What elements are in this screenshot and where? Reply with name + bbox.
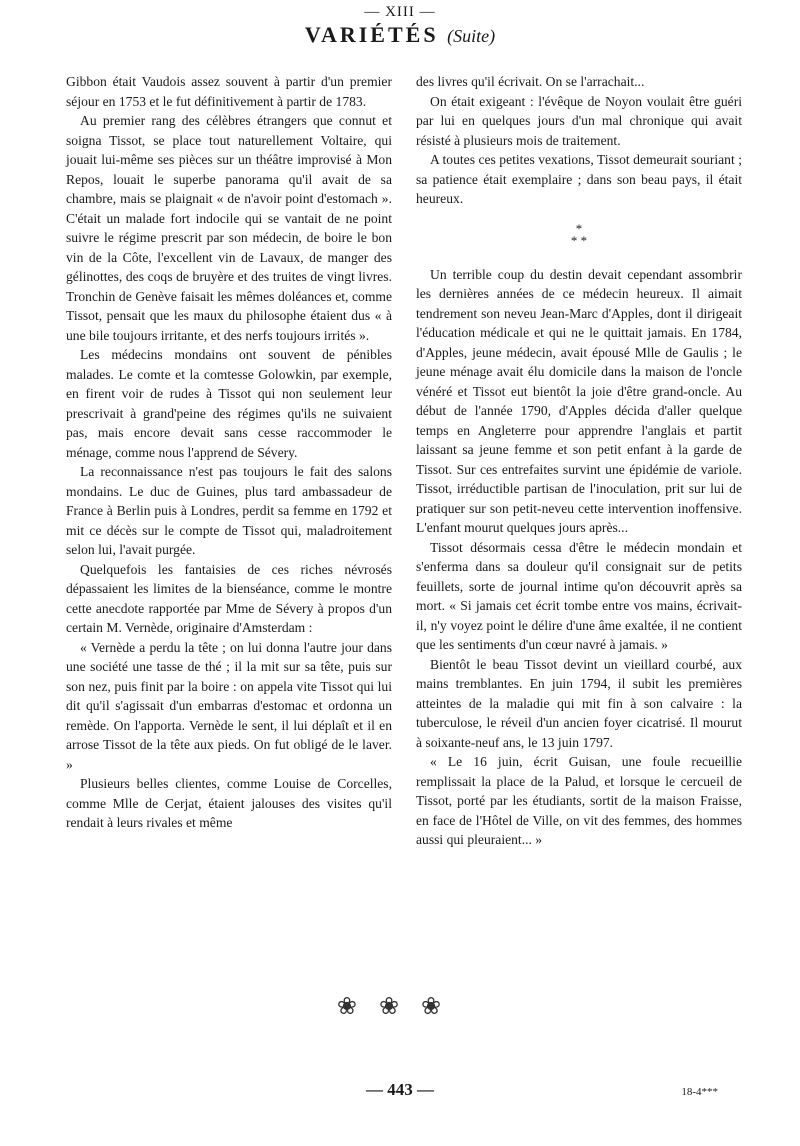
asterism-top: * — [575, 220, 583, 236]
paragraph: La reconnaissance n'est pas toujours le fait des salons mondains. Le duc de Guines, plus tard ambassadeur de France à Berlin puis à Londres, perdit sa femme en 1792 et mit ce décès sur le compte de Tissot qui, maladroitement selon lui, l'avait purgée. — [66, 464, 392, 557]
printer-signature: 18-4*** — [681, 1086, 718, 1098]
asterism-bottom: * * — [570, 232, 588, 248]
paragraph: Les médecins mondains ont souvent de pénibles malades. Le comte et la comtesse Golowkin, par exemple, en firent voir de rudes à Tissot qui non seulement leur prescrivait à grand'peine des régimes qu'ils ne suivaient pas, mais encore devait sans cesse raccommoder le ménage, comme nous l'apprend de Sévery. — [66, 347, 392, 460]
paragraph: Un terrible coup du destin devait cependant assombrir les dernières années de ce médecin heureux. Il aimait tendrement son neveu Jean-Marc d'Apples, dont il dirigeait l'éducation médicale et qui ne le quittait jamais. En 1784, d'Apples, jeune médecin, avait épousé Mlle de Gaulis ; le jeune ménage avait élu domicile dans la maison de l'oncle vénéré et Tissot eut bientôt la joie d'être grand-oncle. Au début de l'année 1790, d'Apples décida d'aller quelque temps en Angleterre pour apprendre l'anglais et partit laissant sa jeune femme et son petit enfant à la garde de Tissot. Sur ces entrefaites survint une épidémie de variole. Tissot, irréductible partisan de l'inoculation, prit sur lui de pratiquer sur son petit-neveu cette intervention inoffensive. L'enfant mourut quelques jours après... — [416, 266, 742, 535]
right-column — [416, 72, 742, 850]
running-page-number: — XIII — — [364, 4, 436, 20]
left-column — [66, 72, 392, 833]
paragraph: Plusieurs belles clientes, comme Louise de Corcelles, comme Mlle de Cerjat, étaient jalouses des visites qu'il rendait à leurs rivales et même — [66, 776, 392, 830]
quotation: « Vernède a perdu la tête ; on lui donna l'autre jour dans une société une tasse de thé ; il la mit sur sa tête, puis sur son nez, puis finit par la boire : on appela vite Tissot qui lui dit qu'il s'agissait d'un embarras d'estomac et ordonna un remède. On l'apporta. Vernède le sent, il lui déplaît et il en arrose Tissot de la tête aux pieds. On fut obligé de le laver. » — [66, 639, 392, 772]
section-title-suffix: (Suite) — [447, 26, 496, 46]
page-folio: — 443 — — [366, 1080, 434, 1099]
paragraph: Tissot désormais cessa d'être le médecin mondain et s'enferma dans sa douleur qu'il consignait sur de petits feuillets, sorte de journal intime qu'on découvrit après sa mort. « Si jamais cet écrit tombe entre vos mains, écrivait-il, n'y voyez point le délire d'une âme exaltée, il ne contient que les sentiments d'un cœur navré à jamais. » — [416, 539, 742, 652]
paragraph: Bientôt le beau Tissot devint un vieillard courbé, aux mains tremblantes. En juin 1794, il subit les premières atteintes de la maladie qui mit fin à son calvaire : la tuberculose, le réveil d'un ancien foyer cicatrisé. Il mourut à soixante-neuf ans, le 13 juin 1797. — [416, 656, 742, 750]
paragraph: Gibbon était Vaudois assez souvent à partir d'un premier séjour en 1753 et le fut définitivement à partir de 1783. — [66, 74, 392, 109]
paragraph: A toutes ces petites vexations, Tissot demeurait souriant ; sa patience était exemplaire ; dans son beau pays, il était heureux. — [416, 152, 742, 206]
asterism-divider — [416, 220, 742, 248]
paragraph: des livres qu'il écrivait. On se l'arrachait... — [416, 74, 645, 89]
paragraph: On était exigeant : l'évêque de Noyon voulait être guéri par lui en quelques jours d'un mal chronique qui avait résisté à plusieurs mois de traitement. — [416, 93, 742, 148]
flower-ornament: ❀❀❀ — [336, 994, 464, 1020]
quotation: « Le 16 juin, écrit Guisan, une foule recueillie remplissait la place de la Palud, et lorsque le cercueil de Tissot, porté par les étudiants, sortit de la maison Fraisse, en face de l'Hôtel de Ville, on vit des femmes, des hommes aussi qui pleuraient... » — [416, 754, 742, 847]
paragraph: Quelquefois les fantaisies de ces riches névrosés dépassaient les limites de la bienséance, comme le montre cette anecdote rapportée par Mme de Sévery à propos d'un certain M. Vernède, originaire d'Amsterdam : — [66, 561, 392, 635]
paragraph: Au premier rang des célèbres étrangers que connut et soigna Tissot, se place tout naturellement Voltaire, qui jouait lui-même ses pièces sur un théâtre improvisé à Mon Repos, louait le superbe panorama qu'il avait de sa chambre, mais se plaignait « de n'avoir point d'estomach ». C'était un malade fort indocile qui se vantait de ne point suivre le régime prescrit par son médecin, de boire le bon vin de la Côte, l'excellent vin de Lavaux, de manger des gélinottes, des coqs de bruyère et des truites de vingt livres. Tronchin de Genève faisait les mêmes doléances et, comme Tissot, pensait que les maux du philosophe étaient dus « à une bile toujours irritante, et des nerfs toujours irrités ». — [66, 113, 392, 343]
section-title — [0, 22, 800, 48]
section-title-text: VARIÉTÉS — [304, 22, 439, 47]
